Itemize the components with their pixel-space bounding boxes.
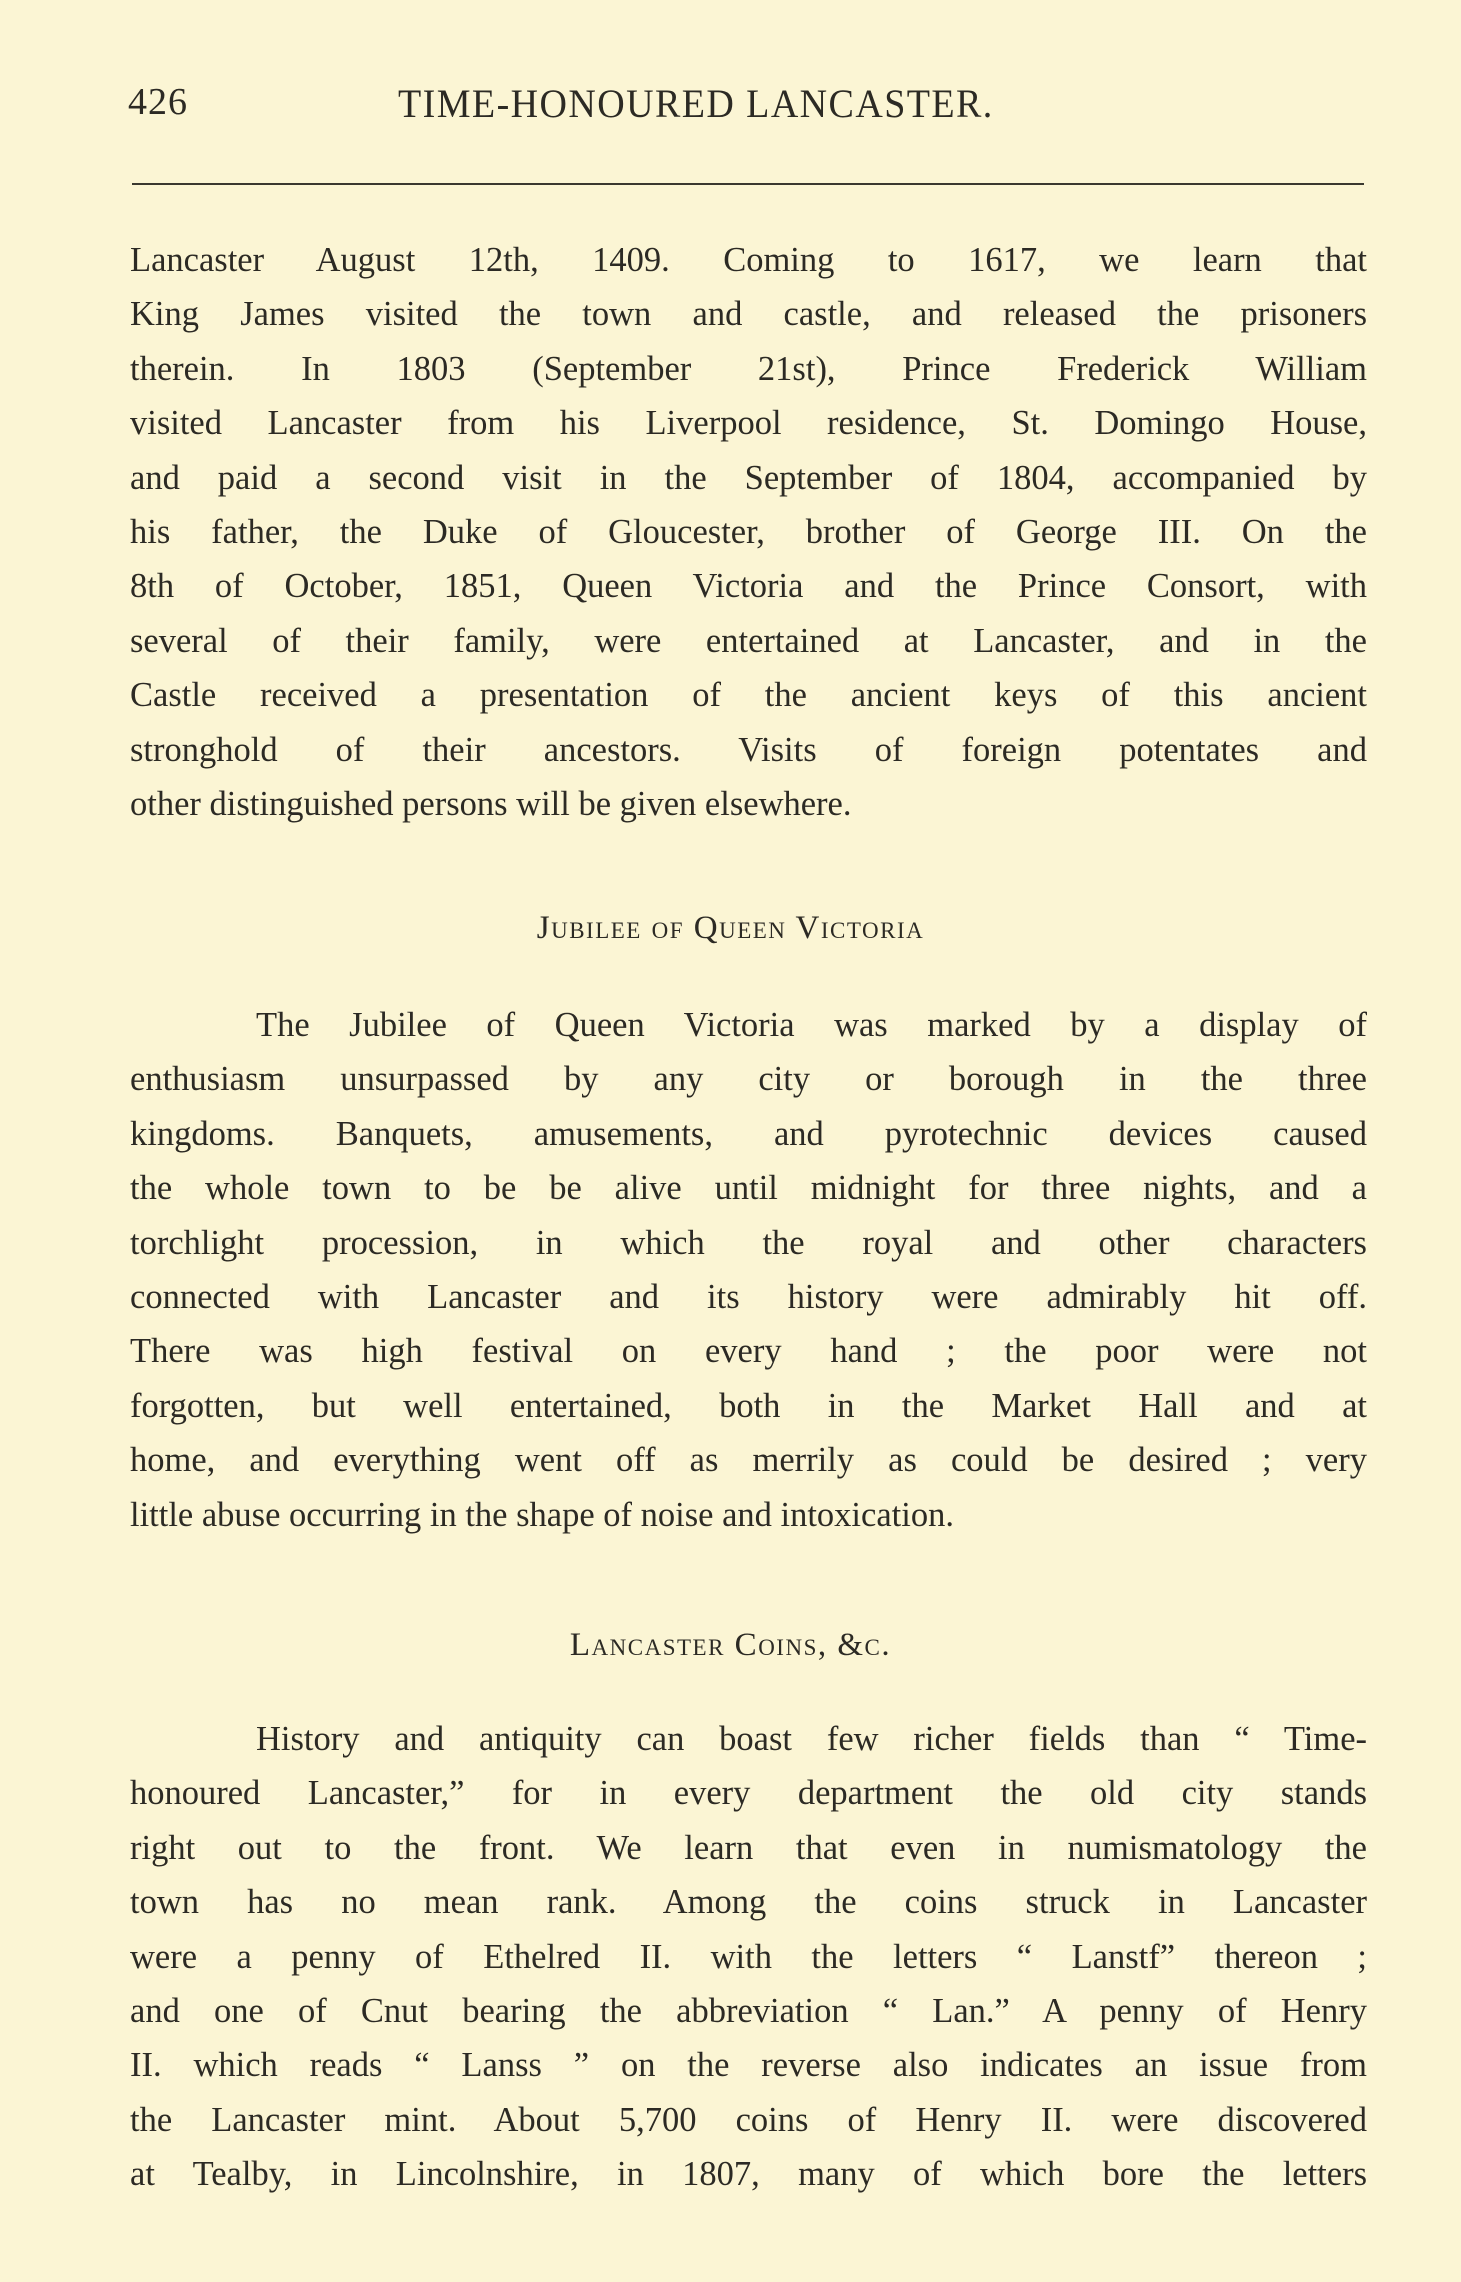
text-line: connected with Lancaster and its history were admirably hit off. [130, 1277, 1367, 1316]
running-title: TIME-HONOURED LANCASTER. [398, 81, 994, 126]
text-line: other distinguished persons will be given elsewhere. [130, 784, 852, 823]
text-line: 8th of October, 1851, Queen Victoria and the Prince Consort, with [130, 567, 1367, 606]
section-heading-jubilee: Jubilee of Queen Victoria [536, 910, 925, 946]
paragraph-coins [130, 1712, 1367, 2202]
text-line: and one of Cnut bearing the abbreviation “ Lan.” A penny of Henry [130, 1991, 1367, 2030]
header-rule [132, 183, 1364, 185]
text-line: History and antiquity can boast few richer fields than “ Time- [256, 1720, 1367, 1758]
text-line: II. which reads “ Lanss ” on the reverse also indicates an issue from [130, 2046, 1367, 2085]
text-line: and paid a second visit in the September of 1804, accompanied by [130, 458, 1367, 497]
text-line: Lancaster August 12th, 1409. Coming to 1617, we learn that [130, 241, 1367, 279]
text-line: the Lancaster mint. About 5,700 coins of Henry II. were discovered [130, 2100, 1367, 2139]
text-line: visited Lancaster from his Liverpool residence, St. Domingo House, [130, 404, 1367, 443]
text-line: forgotten, but well entertained, both in the Market Hall and at [130, 1386, 1367, 1425]
text-line: stronghold of their ancestors. Visits of foreign potentates and [130, 730, 1367, 769]
running-head [128, 80, 1368, 140]
text-line: the whole town to be be alive until midnight for three nights, and a [130, 1169, 1367, 1208]
text-line: torchlight procession, in which the royal and other characters [130, 1223, 1367, 1262]
text-line: several of their family, were entertained at Lancaster, and in the [130, 621, 1367, 660]
text-line: home, and everything went off as merrily as could be desired ; very [130, 1441, 1367, 1480]
paragraph-jubilee [130, 998, 1367, 1542]
text-line: right out to the front. We learn that even in numismatology the [130, 1828, 1367, 1867]
text-line: There was high festival on every hand ; the poor were not [130, 1332, 1367, 1371]
text-line: at Tealby, in Lincolnshire, in 1807, many of which bore the letters [130, 2155, 1367, 2194]
text-line: enthusiasm unsurpassed by any city or borough in the three [130, 1060, 1367, 1099]
page-number: 426 [128, 81, 188, 123]
text-line: King James visited the town and castle, and released the prisoners [130, 295, 1367, 334]
section-heading-coins: Lancaster Coins, &c. [569, 1627, 892, 1663]
text-line: Castle received a presentation of the ancient keys of this ancient [130, 676, 1367, 715]
text-line: were a penny of Ethelred II. with the letters “ Lanstf” thereon ; [130, 1937, 1367, 1976]
text-line: his father, the Duke of Gloucester, brother of George III. On the [130, 512, 1367, 551]
text-line: honoured Lancaster,” for in every department the old city stands [130, 1774, 1367, 1813]
text-line: The Jubilee of Queen Victoria was marked by a display of [256, 1006, 1367, 1044]
text-line: therein. In 1803 (September 21st), Prince Frederick William [130, 349, 1367, 388]
text-line: little abuse occurring in the shape of noise and intoxication. [130, 1495, 954, 1534]
text-line: kingdoms. Banquets, amusements, and pyrotechnic devices caused [130, 1114, 1367, 1153]
text-line: town has no mean rank. Among the coins struck in Lancaster [130, 1883, 1367, 1922]
paragraph-royal-visits [130, 233, 1367, 831]
